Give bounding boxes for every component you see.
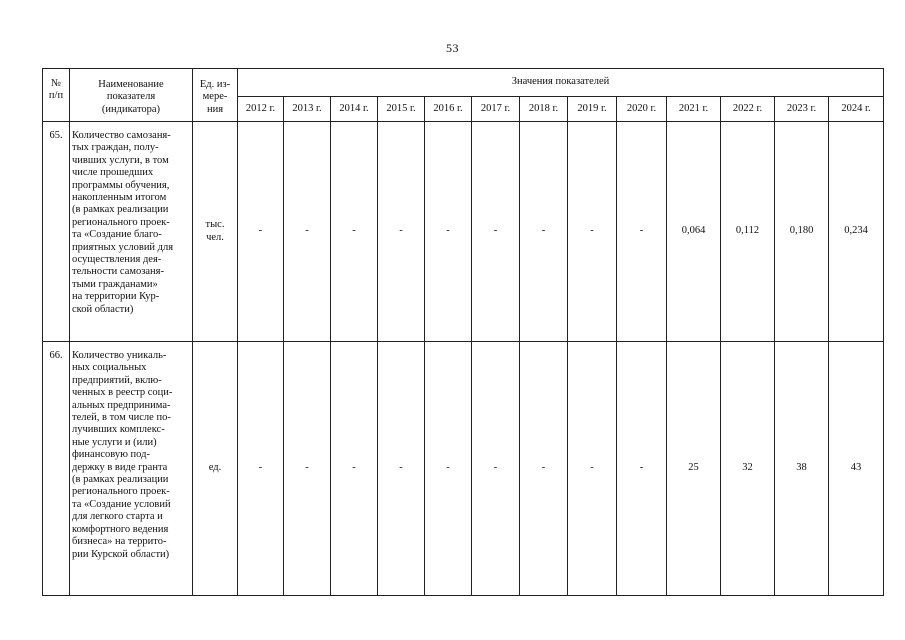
name-line: регионального проек- (72, 216, 170, 228)
name-line: чивших услуги, в том (72, 154, 169, 166)
name-line: та «Создание благо- (72, 229, 162, 241)
name-line: (в рамках реализации (72, 474, 169, 486)
header-year: 2012 г. (238, 97, 284, 122)
name-line: предприятий, вклю- (72, 374, 162, 386)
name-line: ченных в реестр соци- (72, 387, 173, 399)
value-cell: - (472, 122, 520, 342)
name-line: ных социальных (72, 362, 147, 374)
header-year: 2013 г. (284, 97, 331, 122)
header-year: 2021 г. (667, 97, 721, 122)
value-cell: 0,064 (667, 122, 721, 342)
name-line: комфортного ведения (72, 523, 169, 535)
header-values-label: Значения показателей (511, 76, 610, 88)
indicator-name (70, 342, 193, 596)
value-cell: - (284, 122, 331, 342)
value-cell: 0,180 (775, 122, 829, 342)
header-unit (193, 69, 238, 122)
header-year: 2022 г. (721, 97, 775, 122)
value-cell: 38 (775, 342, 829, 596)
value-cell: - (568, 342, 617, 596)
value-cell: - (568, 122, 617, 342)
name-line: бизнеса» на террито- (72, 536, 167, 548)
value-cell: - (617, 122, 667, 342)
name-line: финансовую под- (72, 449, 150, 461)
header-year: 2014 г. (331, 97, 378, 122)
name-line: та «Создание условий (72, 498, 171, 510)
unit-cell (193, 122, 238, 342)
name-line: рии Курской области) (72, 548, 170, 560)
name-line: ской области) (72, 303, 134, 315)
unit-line: чел. (206, 231, 224, 243)
header-year: 2018 г. (520, 97, 568, 122)
header-year: 2024 г. (829, 97, 884, 122)
name-line: тыми гражданами» (72, 278, 158, 290)
header-number-label: № п/п (48, 78, 64, 102)
header-values-group (238, 69, 884, 97)
value-cell: - (617, 342, 667, 596)
value-cell: - (472, 342, 520, 596)
name-line: осуществления дея- (72, 254, 162, 266)
name-line: телей, в том числе по- (72, 412, 171, 424)
name-line: регионального проек- (72, 486, 170, 498)
name-line: (в рамках реализации (72, 204, 169, 216)
name-line: накопленным итогом (72, 192, 167, 204)
name-line: ные услуги и (или) (72, 436, 157, 448)
indicator-name (70, 122, 193, 342)
value-cell: - (520, 342, 568, 596)
header-name-label: Наименование показателя (индикатора) (98, 79, 164, 115)
value-cell: - (284, 342, 331, 596)
name-line: для легкого старта и (72, 511, 163, 523)
name-line: программы обучения, (72, 179, 170, 191)
value-cell: - (520, 122, 568, 342)
name-line: приятных условий для (72, 241, 174, 253)
header-year: 2016 г. (425, 97, 472, 122)
header-year: 2017 г. (472, 97, 520, 122)
name-line: числе прошедших (72, 167, 154, 179)
name-line: Количество уникаль- (72, 350, 167, 361)
row-number: 66. (43, 342, 70, 596)
unit-cell (193, 342, 238, 596)
name-line: альных предпринима- (72, 399, 171, 411)
unit-line: ед. (208, 462, 222, 474)
value-cell: 43 (829, 342, 884, 596)
table-row (43, 342, 884, 596)
value-cell: 0,234 (829, 122, 884, 342)
value-cell: - (238, 122, 284, 342)
value-cell: 25 (667, 342, 721, 596)
name-line: тельности самозаня- (72, 266, 164, 278)
header-year: 2019 г. (568, 97, 617, 122)
name-line: Количество самозаня- (72, 130, 171, 141)
name-line: держку в виде гранта (72, 461, 168, 473)
header-number (43, 69, 70, 122)
value-cell: - (425, 342, 472, 596)
value-cell: - (331, 342, 378, 596)
value-cell: - (425, 122, 472, 342)
value-cell: - (378, 122, 425, 342)
page-number: 53 (446, 41, 459, 55)
header-unit-label: Ед. из-мере-ния (199, 79, 231, 115)
header-year: 2020 г. (617, 97, 667, 122)
indicator-table (42, 68, 884, 596)
value-cell: 0,112 (721, 122, 775, 342)
unit-line: тыс. (205, 219, 225, 231)
header-year: 2015 г. (378, 97, 425, 122)
value-cell: - (331, 122, 378, 342)
value-cell: - (378, 342, 425, 596)
value-cell: - (238, 342, 284, 596)
header-name (70, 69, 193, 122)
value-cell: 32 (721, 342, 775, 596)
name-line: лучивших комплекс- (72, 424, 165, 436)
header-year: 2023 г. (775, 97, 829, 122)
name-line: на территории Кур- (72, 291, 160, 303)
row-number: 65. (43, 122, 70, 342)
name-line: тых граждан, полу- (72, 142, 159, 154)
table-row (43, 122, 884, 342)
